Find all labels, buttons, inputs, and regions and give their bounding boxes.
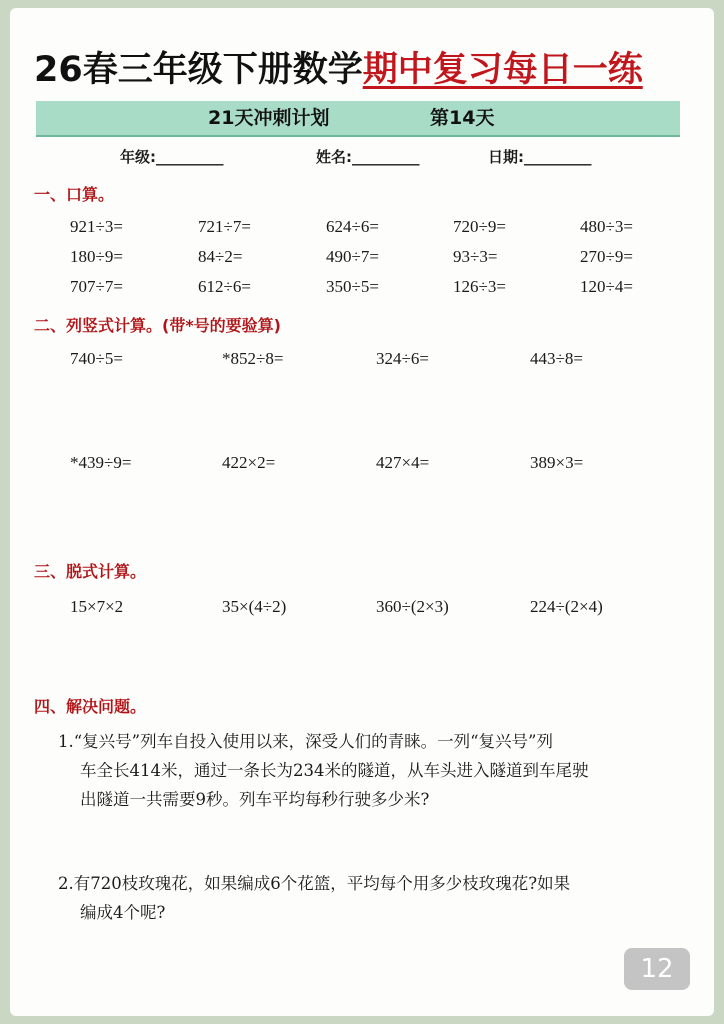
problem-line: 1.“复兴号”列车自投入使用以来，深受人们的青睐。一列“复兴号”列 xyxy=(58,732,553,751)
vertical-item: 389×3= xyxy=(530,453,584,472)
section-oral-heading: 一、口算。 xyxy=(34,185,115,204)
problem-line: 出隧道一共需要9秒。列车平均每秒行驶多少米? xyxy=(80,790,430,809)
vertical-item: 324÷6= xyxy=(376,349,429,368)
oral-item: 270÷9= xyxy=(580,247,633,266)
problem-1 xyxy=(58,727,686,814)
vertical-item: 740÷5= xyxy=(70,349,123,368)
oral-item: 921÷3= xyxy=(70,217,123,236)
stepwise-item: 35×(4÷2) xyxy=(222,597,287,616)
vertical-item: *852÷8= xyxy=(222,349,284,368)
oral-item: 180÷9= xyxy=(70,247,123,266)
oral-item: 350÷5= xyxy=(326,277,379,296)
title-main: 26春三年级下册数学 xyxy=(34,50,363,90)
oral-item: 480÷3= xyxy=(580,217,633,236)
problem-line: 编成4个呢? xyxy=(80,903,166,922)
stepwise-item: 15×7×2 xyxy=(70,597,124,616)
vertical-item: 427×4= xyxy=(376,453,430,472)
stepwise-item: 360÷(2×3) xyxy=(376,597,449,616)
oral-item: 490÷7= xyxy=(326,247,379,266)
oral-item: 707÷7= xyxy=(70,277,123,296)
vertical-item: *439÷9= xyxy=(70,453,132,472)
section-vertical-heading: 二、列竖式计算。(带*号的要验算) xyxy=(34,316,281,335)
problem-2 xyxy=(58,869,686,927)
oral-item: 624÷6= xyxy=(326,217,379,236)
oral-item: 721÷7= xyxy=(198,217,251,236)
oral-item: 126÷3= xyxy=(453,277,506,296)
oral-item: 84÷2= xyxy=(198,247,243,266)
vertical-item: 443÷8= xyxy=(530,349,583,368)
page-number-badge: 12 xyxy=(624,948,690,990)
name-field: 姓名:_________ xyxy=(316,148,420,166)
problem-line: 车全长414米，通过一条长为234米的隧道，从车头进入隧道到车尾驶 xyxy=(80,761,589,780)
section-stepwise-heading: 三、脱式计算。 xyxy=(34,562,147,581)
grade-field: 年级:_________ xyxy=(120,148,224,166)
oral-item: 93÷3= xyxy=(453,247,498,266)
plan-banner xyxy=(36,101,680,137)
problem-line: 2.有720枝玫瑰花，如果编成6个花篮，平均每个用多少枝玫瑰花?如果 xyxy=(58,874,571,893)
plan-label: 21天冲刺计划 xyxy=(208,107,330,129)
vertical-item: 422×2= xyxy=(222,453,276,472)
title-highlight: 期中复习每日一练 xyxy=(362,50,643,90)
section-problems-heading: 四、解决问题。 xyxy=(34,697,147,716)
day-label: 第14天 xyxy=(430,107,495,129)
stepwise-item: 224÷(2×4) xyxy=(530,597,603,616)
date-field: 日期:_________ xyxy=(488,148,592,166)
oral-item: 612÷6= xyxy=(198,277,251,296)
page-title xyxy=(34,40,684,100)
oral-item: 120÷4= xyxy=(580,277,633,296)
oral-item: 720÷9= xyxy=(453,217,506,236)
